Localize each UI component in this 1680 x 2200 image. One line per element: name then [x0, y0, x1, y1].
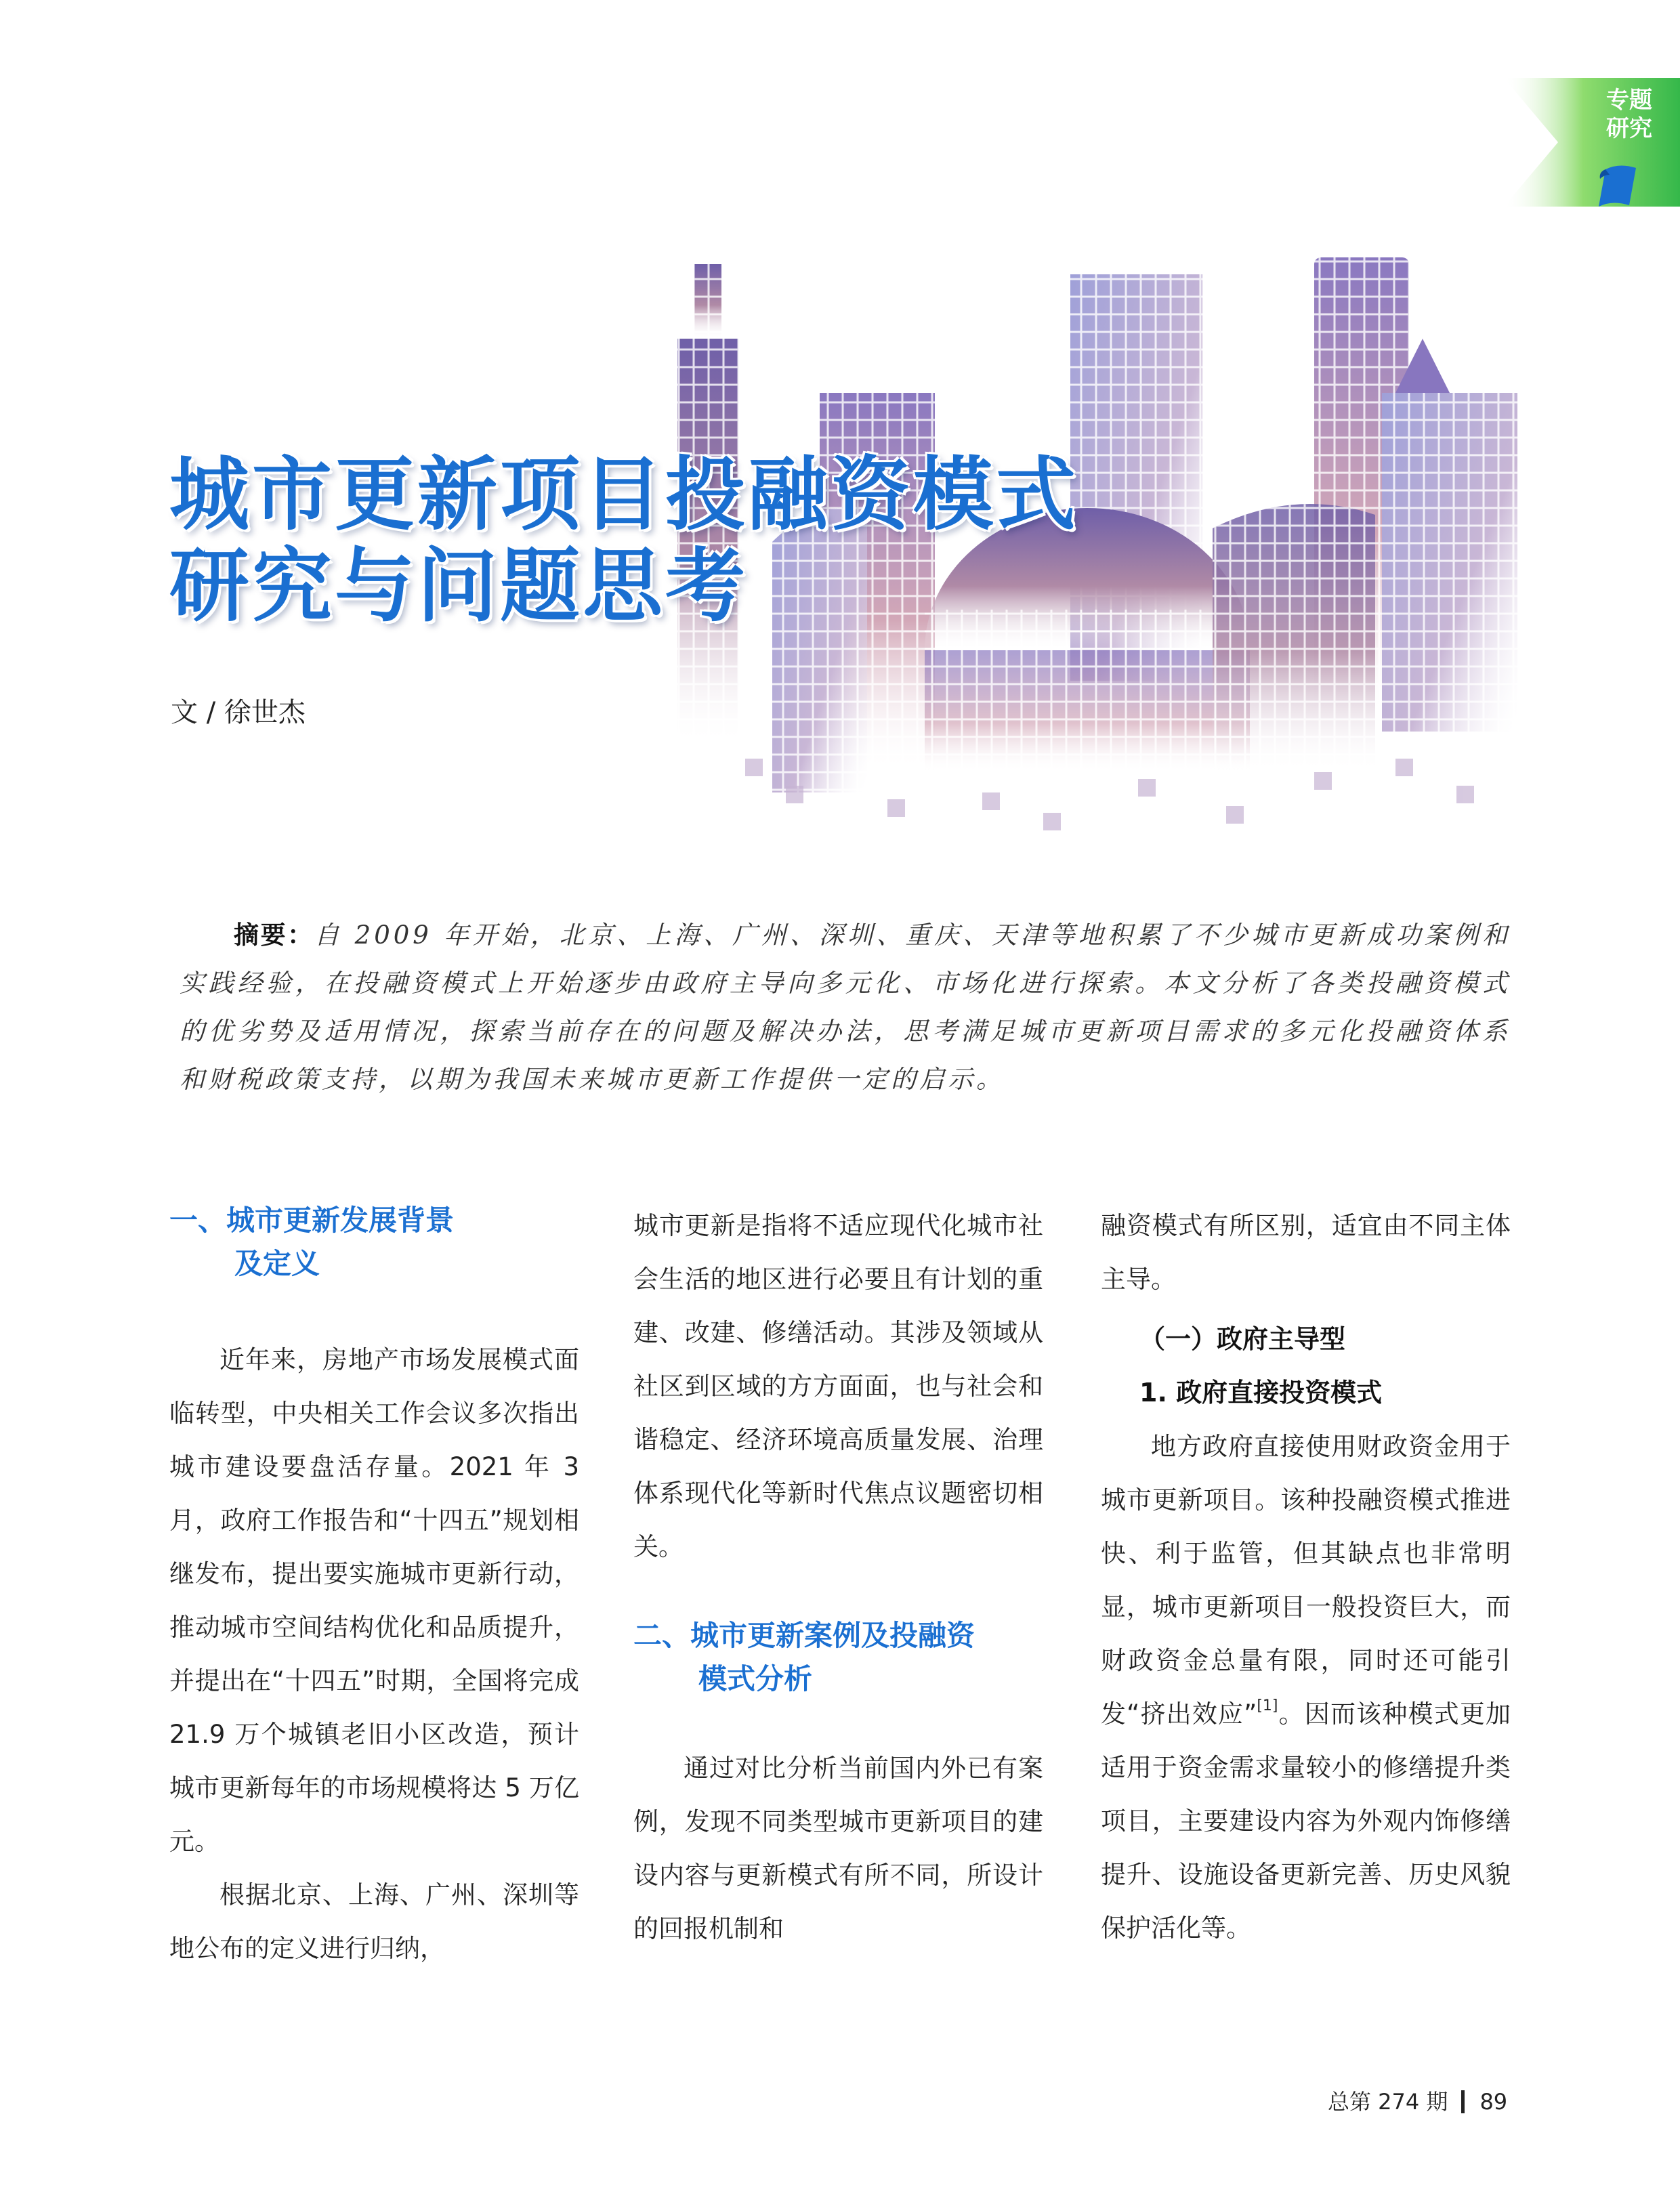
footer-separator — [1461, 2090, 1465, 2113]
author-byline: 文 / 徐世杰 — [171, 697, 306, 728]
article-title-line1: 城市更新项目投融资模式 — [169, 448, 1079, 541]
abstract-lead: 摘要： — [234, 920, 314, 950]
paragraph — [1101, 1420, 1511, 1955]
city-skyline-illustration — [664, 244, 1531, 853]
abstract-text: 自 2009 年开始，北京、上海、广州、深圳、重庆、天津等地积累了不少城市更新成功案例和实践经验，在投融资模式上开始逐步由政府主导向多元化、市场化进行探索。本文分析了各类投融资模式的优劣势及适用情况，探索当前存在的问题及解决办法，思考满足城市更新项目需求的多元化投融资体系和财税政策支持，以期为我国未来城市更新工作提供一定的启示。 — [180, 921, 1511, 1094]
issue-number: 总第 274 期 — [1328, 2089, 1448, 2115]
article-title-line2: 研究与问题思考 — [169, 539, 749, 633]
section-heading-2-line1: 二、城市更新案例及投融资 — [633, 1619, 975, 1652]
section-heading-2 — [633, 1614, 1043, 1701]
section-tag-line2: 研究 — [1606, 115, 1652, 142]
section-heading-1-line2: 及定义 — [234, 1247, 320, 1280]
column-1 — [169, 1199, 579, 1975]
paragraph-text: 地方政府直接使用财政资金用于城市更新项目。该种投融资模式推进快、利于监管，但其缺点也非常明显，城市更新项目一般投资巨大，而财政资金总量有限，同时还可能引发“挤出效应” — [1101, 1432, 1511, 1729]
column-3 — [1101, 1199, 1511, 1955]
section-heading-1-line1: 一、城市更新发展背景 — [169, 1204, 455, 1237]
page-number: 89 — [1479, 2089, 1508, 2115]
paragraph: 根据北京、上海、广州、深圳等地公布的定义进行归纳， — [169, 1880, 579, 1963]
column-2 — [633, 1199, 1043, 1955]
citation-ref: [1] — [1257, 1697, 1278, 1714]
page-footer — [1328, 2085, 1507, 2116]
subheading-direct-investment: 1. 政府直接投资模式 — [1139, 1378, 1383, 1408]
section-heading-2-line2: 模式分析 — [698, 1662, 813, 1695]
section-tag-line1: 专题 — [1606, 87, 1652, 114]
subheading-government-led: （一）政府主导型 — [1139, 1324, 1346, 1354]
paragraph-text: 。因而该种模式更加适用于资金需求量较小的修缮提升类项目，主要建设内容为外观内饰修缮提升、设施设备更新完善、历史风貌保护活化等。 — [1101, 1699, 1511, 1943]
paragraph: 通过对比分析当前国内外已有案例，发现不同类型城市更新项目的建设内容与更新模式有所不同，所设计的回报机制和 — [633, 1754, 1043, 1943]
paragraph: 融资模式有所区别，适宜由不同主体主导。 — [1101, 1211, 1511, 1294]
section-heading-1 — [169, 1199, 579, 1286]
abstract — [180, 911, 1511, 1103]
paragraph: 近年来，房地产市场发展模式面临转型，中央相关工作会议多次指出城市建设要盘活存量。2021 年 3 月，政府工作报告和“十四五”规划相继发布，提出要实施城市更新行动，推动城市空间结构优化和品质提升，并提出在“十四五”时期，全国将完成 21.9 万个城镇老旧小区改造，预计城市更新每年的市场规模将达 5 万亿元。 — [169, 1345, 579, 1856]
paragraph: 城市更新是指将不适应现代化城市社会生活的地区进行必要且有计划的重建、改建、修缮活动。其涉及领域从社区到区域的方方面面，也与社会和谐稳定、经济环境高质量发展、治理体系现代化等新时代焦点议题密切相关。 — [633, 1211, 1043, 1561]
